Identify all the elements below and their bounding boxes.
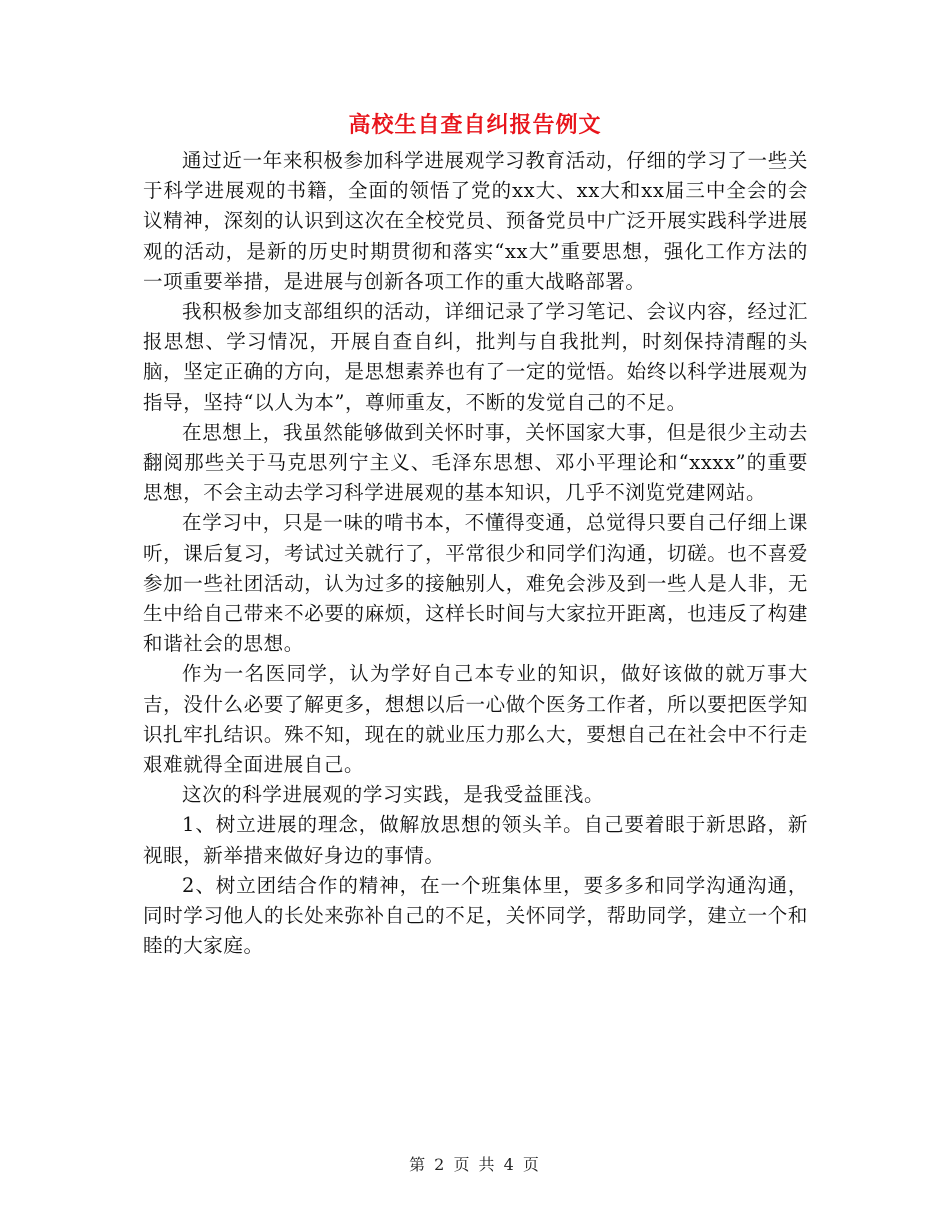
- paragraph-7: 1、树立进展的理念，做解放思想的领头羊。自己要着眼于新思路，新视眼，新举措来做好身边的事情。: [143, 813, 808, 867]
- paragraph-4: 在学习中，只是一味的啃书本，不懂得变通，总觉得只要自己仔细上课听，课后复习，考试过关就行了，平常很少和同学们沟通，切磋。也不喜爱参加一些社团活动，认为过多的接触别人，难免会涉及到一些人是人非，无生中给自己带来不必要的麻烦，这样长时间与大家拉开距离，也违反了构建和谐社会的思想。: [143, 511, 808, 656]
- paragraph-5: 作为一名医同学，认为学好自己本专业的知识，做好该做的就万事大吉，没什么必要了解更多，想想以后一心做个医务工作者，所以要把医学知识扎牢扎结识。殊不知，现在的就业压力那么大，要想自己在社会中不行走艰难就得全面进展自己。: [143, 662, 808, 777]
- paragraph-3: 在思想上，我虽然能够做到关怀时事，关怀国家大事，但是很少主动去翻阅那些关于马克思列宁主义、毛泽东思想、邓小平理论和“xxxx”的重要思想，不会主动去学习科学进展观的基本知识，几乎不浏览党建网站。: [143, 420, 808, 505]
- paragraph-1: 通过近一年来积极参加科学进展观学习教育活动，仔细的学习了一些关于科学进展观的书籍，全面的领悟了党的xx大、xx大和xx届三中全会的会议精神，深刻的认识到这次在全校党员、预备党员中广泛开展实践科学进展观的活动，是新的历史时期贯彻和落实“xx大”重要思想，强化工作方法的一项重要举措，是进展与创新各项工作的重大战略部署。: [143, 149, 808, 293]
- document-body: [143, 146, 808, 961]
- paragraph-6: 这次的科学进展观的学习实践，是我受益匪浅。: [182, 783, 605, 807]
- document-title: 高校生自查自纠报告例文: [348, 112, 602, 138]
- page-number-footer: 第 2 页 共 4 页: [409, 1155, 541, 1174]
- paragraph-8: 2、树立团结合作的精神，在一个班集体里，要多多和同学沟通沟通，同时学习他人的长处来弥补自己的不足，关怀同学，帮助同学，建立一个和睦的大家庭。: [143, 873, 808, 958]
- paragraph-2: 我积极参加支部组织的活动，详细记录了学习笔记、会议内容，经过汇报思想、学习情况，开展自查自纠，批判与自我批判，时刻保持清醒的头脑，坚定正确的方向，是思想素养也有了一定的觉悟。始终以科学进展观为指导，坚持“以人为本”，尊师重友，不断的发觉自己的不足。: [143, 300, 808, 414]
